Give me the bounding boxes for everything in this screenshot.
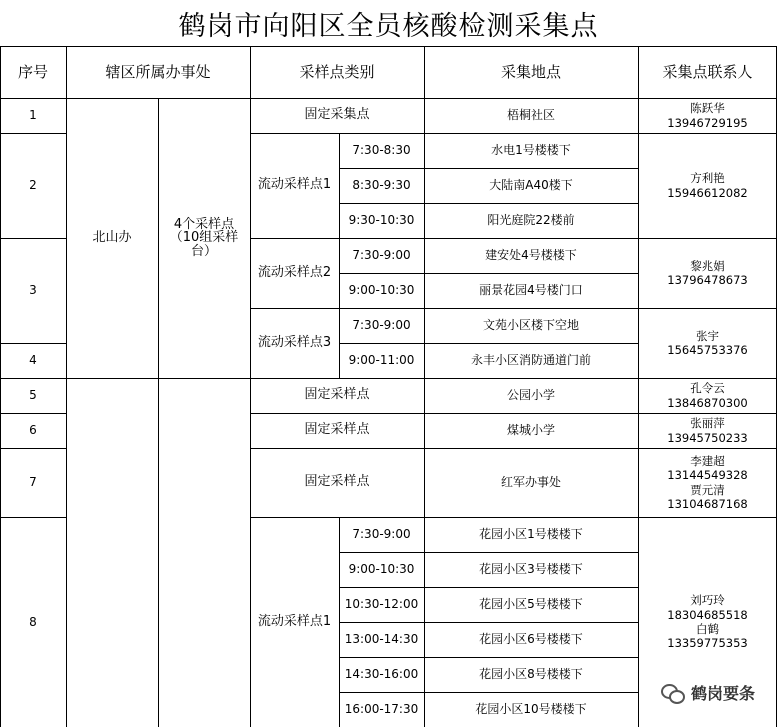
contact-phone: 13359775353 — [667, 636, 748, 651]
location-cell: 建安处4号楼楼下 — [485, 248, 577, 262]
contact-name: 黎兆娟 — [690, 258, 725, 273]
time-cell: 8:30-9:30 — [352, 178, 411, 192]
location-cell: 公园小学 — [506, 388, 555, 402]
seq-cell: 2 — [29, 178, 37, 192]
time-cell: 9:00-10:30 — [348, 562, 415, 576]
time-cell: 14:30-16:00 — [344, 667, 419, 681]
location-cell: 花园小区5号楼楼下 — [479, 597, 583, 611]
time-cell: 7:30-8:30 — [352, 143, 411, 157]
seq-cell: 1 — [29, 108, 37, 122]
header-location: 采集地点 — [500, 63, 561, 82]
location-cell: 花园小区8号楼楼下 — [479, 667, 583, 681]
location-cell: 花园小区3号楼楼下 — [479, 562, 583, 576]
location-cell: 花园小区10号楼楼下 — [475, 702, 587, 716]
header-seq: 序号 — [17, 63, 48, 82]
contact-name: 白鹤 — [696, 622, 719, 636]
seq-cell: 7 — [29, 475, 37, 489]
contact-phone: 13104687168 — [667, 496, 748, 511]
contact-name: 刘巧玲 — [690, 593, 725, 608]
contact-name: 孔令云 — [690, 381, 725, 396]
contact-phone: 15946612082 — [667, 185, 748, 200]
location-cell: 阳光庭院22楼前 — [487, 213, 575, 227]
location-cell: 煤城小学 — [506, 423, 555, 437]
category-cell: 流动采样点3 — [257, 334, 332, 350]
district-cell: 北山办 — [92, 229, 132, 245]
contact-cell — [638, 238, 777, 308]
location-cell: 梧桐社区 — [506, 108, 555, 122]
location-cell: 红军办事处 — [500, 475, 561, 489]
time-cell: 9:00-10:30 — [348, 283, 415, 297]
category-cell: 固定采样点 — [304, 387, 370, 403]
page-title: 鹤岗市向阳区全员核酸检测采集点 — [178, 10, 599, 42]
contact-cell — [638, 308, 777, 378]
contact-phone: 13946729195 — [667, 115, 748, 130]
time-cell: 16:00-17:30 — [344, 702, 419, 716]
time-cell: 9:00-11:00 — [348, 353, 415, 367]
contact-name: 陈跃华 — [690, 101, 725, 116]
district-points-line: 台） — [190, 243, 217, 259]
time-cell: 7:30-9:00 — [352, 527, 411, 541]
contact-cell — [638, 413, 777, 448]
time-cell: 7:30-9:00 — [352, 318, 411, 332]
contact-phone: 13796478673 — [667, 273, 748, 287]
seq-cell: 8 — [29, 614, 37, 629]
category-cell: 流动采样点1 — [257, 613, 332, 629]
location-cell: 水电1号楼楼下 — [491, 143, 571, 157]
seq-cell: 5 — [29, 388, 37, 402]
contact-cell — [638, 98, 777, 133]
location-cell: 永丰小区消防通道门前 — [470, 353, 591, 367]
seq-cell: 6 — [29, 423, 37, 437]
contact-phone: 13945750233 — [667, 430, 748, 445]
district-points-line: （10组采样 — [169, 230, 239, 246]
wechat-icon — [661, 684, 685, 702]
category-cell: 固定采集点 — [304, 107, 370, 123]
watermark — [661, 681, 755, 704]
contact-cell — [638, 133, 777, 238]
contact-cell — [638, 448, 777, 517]
category-cell: 固定采样点 — [304, 474, 370, 490]
category-cell: 流动采样点1 — [257, 177, 332, 193]
location-cell: 花园小区1号楼楼下 — [479, 527, 583, 541]
location-cell: 文苑小区楼下空地 — [482, 318, 579, 332]
header-category: 采样点类别 — [299, 63, 375, 82]
contact-name: 李建超 — [690, 453, 725, 468]
contact-name: 张宇 — [696, 328, 719, 343]
district-points-line: 4个采样点 — [173, 216, 235, 232]
time-cell: 13:00-14:30 — [344, 632, 419, 646]
location-cell: 花园小区6号楼楼下 — [479, 632, 583, 646]
contact-name: 张丽萍 — [690, 416, 725, 431]
header-district: 辖区所属办事处 — [105, 63, 211, 82]
seq-cell: 4 — [29, 353, 37, 367]
category-cell: 固定采样点 — [304, 422, 370, 438]
contact-name: 方利艳 — [690, 171, 725, 186]
contact-phone: 15645753376 — [667, 343, 748, 357]
contact-phone: 13144549328 — [667, 468, 748, 483]
contact-name: 贾元清 — [690, 482, 725, 497]
seq-cell: 3 — [29, 283, 37, 297]
contact-phone: 13846870300 — [667, 395, 748, 410]
category-cell: 流动采样点2 — [257, 264, 332, 280]
time-cell: 9:30-10:30 — [348, 213, 415, 227]
contact-phone: 18304685518 — [667, 607, 748, 622]
time-cell: 7:30-9:00 — [352, 248, 411, 262]
location-cell: 大陆南A40楼下 — [489, 178, 573, 192]
time-cell: 10:30-12:00 — [344, 597, 419, 611]
header-contact: 采集点联系人 — [662, 63, 753, 82]
watermark-text: 鹤岗要条 — [690, 684, 755, 703]
district-points-cell — [158, 98, 250, 378]
location-cell: 丽景花园4号楼门口 — [479, 283, 583, 297]
contact-cell — [638, 378, 777, 413]
